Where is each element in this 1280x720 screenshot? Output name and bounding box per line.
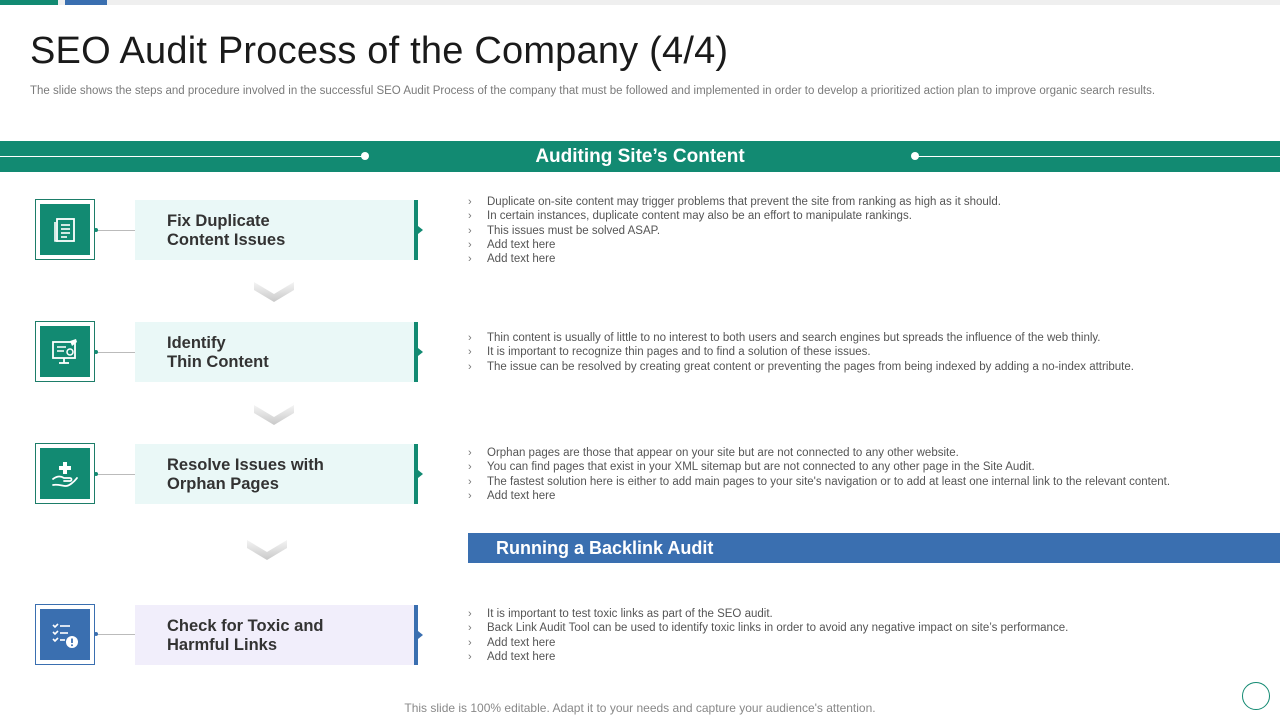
bullet-item: › Orphan pages are those that appear on your site but are not connected to any other website. <box>468 447 959 459</box>
step-4-connector <box>95 634 135 635</box>
bullet-item: › Add text here <box>468 650 556 663</box>
monitor-tools-icon <box>50 337 80 367</box>
step-4-icon-frame <box>35 604 95 665</box>
step-3-icon-frame <box>35 443 95 504</box>
step-2-label: Identify Thin Content <box>167 334 269 371</box>
step-4-connector-dot <box>94 632 98 636</box>
step-1-icon-frame <box>35 199 95 260</box>
step-2-card-arrow <box>418 348 423 356</box>
step-3-connector <box>95 474 135 475</box>
step-4-label: Check for Toxic and Harmful Links <box>167 617 324 654</box>
step-2-connector <box>95 352 135 353</box>
chevron-down-icon <box>247 538 287 562</box>
bullet-item: › Add text here <box>468 238 556 251</box>
step-1-label: Fix Duplicate Content Issues <box>167 212 286 249</box>
section-header-bar <box>0 141 1280 172</box>
bullet-item: › It is important to test toxic links as part of the SEO audit. <box>468 608 773 620</box>
step-1-card <box>135 200 418 260</box>
top-accent-teal <box>0 0 58 5</box>
step-3-bullets <box>468 446 1268 503</box>
chevron-down-icon <box>254 280 294 304</box>
top-accent-blue <box>65 0 107 5</box>
step-4-card <box>135 605 418 665</box>
step-3-card-arrow <box>418 470 423 478</box>
step-2-bullets <box>468 331 1268 374</box>
slide-subtitle: The slide shows the steps and procedure involved in the successful SEO Audit Process of the company that must be followed and implemented in order to develop a prioritized action plan to improve organic search results. <box>30 85 1156 97</box>
step-4-bullets <box>468 607 1268 664</box>
bullet-item: › The fastest solution here is either to add main pages to your site's navigation or to add at least one internal link to the relevant content. <box>468 475 1171 488</box>
bullet-item: › Add text here <box>468 489 556 502</box>
step-3-label: Resolve Issues with Orphan Pages <box>167 456 324 493</box>
backlink-title: Running a Backlink Audit <box>496 538 714 558</box>
bullet-item: › You can find pages that exist in your XML sitemap but are not connected to any other page in the Site Audit. <box>468 461 1035 474</box>
bullet-item: › Add text here <box>468 253 556 266</box>
step-1-card-arrow <box>418 226 423 234</box>
bullet-item: › Thin content is usually of little to no interest to both users and search engines but spreads the influence of the web thinly. <box>468 332 1101 344</box>
bullet-item: › In certain instances, duplicate content may also be an effort to manipulate rankings. <box>468 210 912 223</box>
footer-note: This slide is 100% editable. Adapt it to your needs and capture your audience's attention. <box>404 701 876 715</box>
bullet-item: › Add text here <box>468 636 556 649</box>
backlink-header-bar <box>468 533 1280 563</box>
step-1-connector-dot <box>94 228 98 232</box>
step-1-bullets <box>468 195 1268 266</box>
hand-puzzle-icon <box>50 459 80 489</box>
slide-title: SEO Audit Process of the Company (4/4) <box>30 30 729 72</box>
bullet-item: › Back Link Audit Tool can be used to identify toxic links in order to avoid any negative impact on site’s performance. <box>468 622 1069 635</box>
corner-circle-decoration <box>1242 682 1270 710</box>
step-2-connector-dot <box>94 350 98 354</box>
bullet-item: › The issue can be resolved by creating great content or preventing the pages from being indexed by adding a no-index attribute. <box>468 360 1134 373</box>
chevron-down-icon <box>254 403 294 427</box>
step-3-card <box>135 444 418 504</box>
step-2-icon-frame <box>35 321 95 382</box>
step-3-connector-dot <box>94 472 98 476</box>
step-4-card-arrow <box>418 631 423 639</box>
step-1-connector <box>95 230 135 231</box>
checklist-warning-icon <box>50 620 80 650</box>
document-icon <box>52 216 78 244</box>
step-2-card <box>135 322 418 382</box>
bullet-item: › Duplicate on-site content may trigger problems that prevent the site from ranking as high as it should. <box>468 196 1001 208</box>
bullet-item: › It is important to recognize thin pages and to find a solution of these issues. <box>468 346 871 359</box>
bullet-item: › This issues must be solved ASAP. <box>468 224 661 237</box>
section-title: Auditing Site’s Content <box>535 146 745 167</box>
top-accent-track <box>0 0 1280 5</box>
